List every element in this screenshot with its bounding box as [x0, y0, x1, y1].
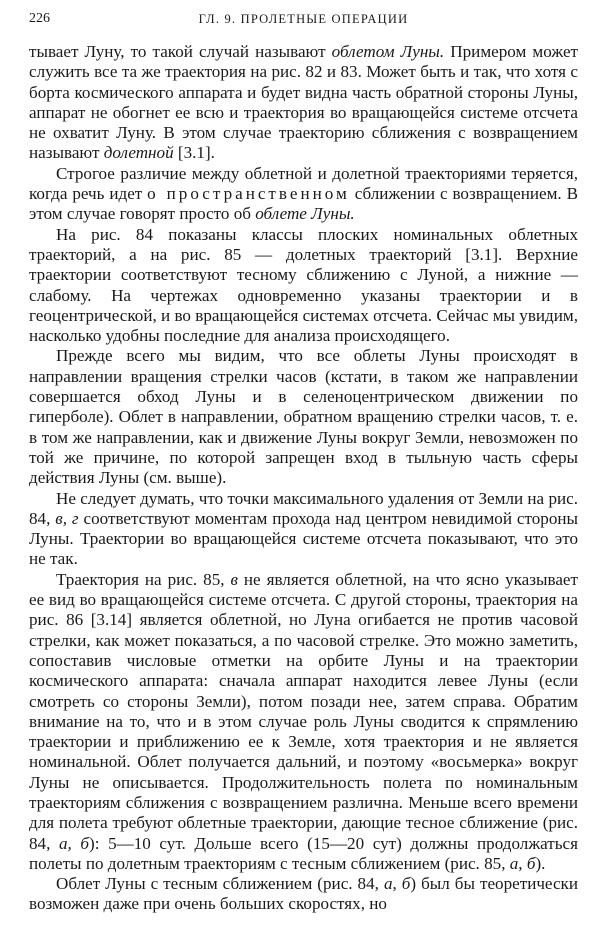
italic-term: облетом Луны.: [331, 42, 445, 61]
text-run: не является облетной, на что ясно указывает ее вид во вращающейся системе отсчета. С другой стороны, траектория на рис. 86 [3.14] является облетной, но Луна огибается не против часовой стрелки, как может показаться, а по часовой стрелке. Это можно заметить, сопоставив числовые отметки на орбите Луны и на траектории космического аппарата: сначала аппарат находится левее Луны (если смотреть со стороны Земли), потом позади нее, затем справа. Обратим внимание на то, что и в этом случае роль Луны сводится к спрямлению траектории и приближению ее к Земле, хотя траектория и не является номинальной. Облет получается дальний, и поэтому «восьмерка» вокруг Луны не описывается. Продолжительность полета по номинальным траекториям сближения с возвращением различна. Меньше всего времени для полета требуют облетные траектории, дающие тесное сближение (рис. 84,: [29, 569, 578, 853]
text-run: ).: [535, 853, 546, 873]
italic-term: а, б: [58, 833, 90, 853]
spaced-emphasis: о пространственном: [147, 184, 350, 204]
text-run: На рис. 84 показаны классы плоских номинальных облетных траекторий, а на рис. 85 — долетных траекторий [3.1]. Верхние траектории соответствуют тесному сближению с Луной, а нижние — слабому. На чертежах одновременно указаны траектории и в геоцентрической, и во вращающейся системах отсчета. Сейчас мы увидим, насколько удобны последние для анализа происходящего.: [29, 224, 578, 346]
page-header: [29, 8, 578, 30]
text-run: Не следует думать, что точки максимального удаления от Земли на рис. 84,: [29, 488, 578, 528]
text-run: [3.1].: [173, 143, 215, 163]
text-run: Примером может служить все та же траектория на рис. 82 и 83. Может быть и так, что хотя с борта космического аппарата и будет видна часть обратной стороны Луны, аппарат не обогнет ее всю и траектория во вращающейся системе отсчета не охватит Луну. В этом случае траекторию сближения с возвращением называют: [29, 42, 578, 163]
paragraph: [29, 164, 578, 225]
text-run: соответствуют моментам прохода над центром невидимой стороны Луны. Траектории во вращающейся системе отсчета показывают, что это не так.: [29, 508, 579, 569]
text-run: Строгое различие между облетной и долетной траекториями теряется, когда речь идет: [29, 163, 578, 204]
text-run: ) был бы теоретически возможен даже при очень больших скоростях, но: [29, 874, 578, 914]
paragraph: [29, 570, 578, 874]
running-head: ГЛ. 9. ПРОЛЕТНЫЕ ОПЕРАЦИИ: [198, 12, 409, 26]
italic-term: в: [230, 569, 238, 589]
text-run: Облет Луны с тесным сближением (рис. 84,: [56, 874, 384, 894]
text-run: тывает Луну, то такой случай называют: [29, 42, 332, 61]
text-run: ): 5—10 сут. Дольше всего (15—20 сут) должны продолжаться полеты по долетным траекториям с тесным сближением (рис. 85,: [29, 833, 578, 873]
italic-term: а, б: [509, 853, 536, 873]
paragraph: [29, 874, 578, 915]
paragraph: [29, 42, 578, 164]
paragraph: [29, 489, 578, 570]
italic-term: облете Луны.: [255, 204, 355, 224]
italic-term: а, б: [383, 874, 411, 894]
italic-term: долетной: [103, 143, 174, 163]
page-number: 226: [29, 11, 50, 26]
text-run: Прежде всего мы видим, что все облеты Луны происходят в направлении вращения стрелки часов (кстати, в таком же направлении совершается обход Луны и в селеноцентрическом движении по гиперболе). Облет в направлении, обратном вращению стрелки часов, т. е. в том же направлении, как и движение Луны вокруг Земли, невозможен по той же причине, по которой запрещен вход в тыльную часть сферы действия Луны (см. выше).: [29, 346, 578, 488]
italic-term: в, г: [55, 508, 79, 528]
body-text: [29, 42, 578, 915]
text-run: Траектория на рис. 85,: [56, 569, 231, 589]
text-run: сближении с возвращением. В этом случае говорят просто об: [29, 184, 578, 224]
paragraph: [29, 225, 578, 347]
paragraph: [29, 346, 578, 488]
